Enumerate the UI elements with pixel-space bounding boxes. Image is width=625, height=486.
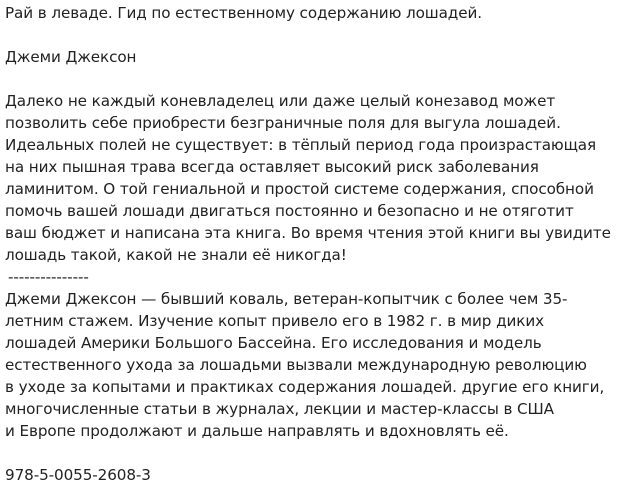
bio-line: лошадей Америки Большого Бассейна. Его исследования и модель [5, 334, 542, 352]
author-bio [5, 288, 621, 442]
book-description [5, 90, 621, 266]
book-author: Джеми Джексон [5, 48, 137, 66]
description-line: лошадь такой, какой не знали её никогда! [5, 246, 347, 264]
isbn: 978-5-0055-2608-3 [5, 466, 151, 484]
bio-line: Джеми Джексон — бывший коваль, ветеран-копытчик с более чем 35- [5, 290, 568, 308]
description-line: на них пышная трава всегда оставляет высокий риск заболевания [5, 158, 539, 176]
description-line: позволить себе приобрести безграничные поля для выгула лошадей. [5, 114, 561, 132]
bio-line: и Европе продолжают и дальше направлять и вдохновлять её. [5, 422, 509, 440]
separator-line: --------------- [8, 268, 89, 286]
spacer [5, 24, 621, 46]
description-line: помочь вашей лошади двигаться постоянно и безопасно и не отяготит [5, 202, 574, 220]
bio-line: летним стажем. Изучение копыт привело его в 1982 г. в мир диких [5, 312, 544, 330]
description-line: ваш бюджет и написана эта книга. Во время чтения этой книги вы увидите [5, 224, 611, 242]
bio-line: в уходе за копытами и практиках содержания лошадей. другие его книги, [5, 378, 605, 396]
document-body [5, 2, 621, 486]
bio-line: многочисленные статьи в журналах, лекции и мастер-классы в США [5, 400, 554, 418]
description-line: ламинитом. О той гениальной и простой системе содержания, способной [5, 180, 594, 198]
spacer [5, 68, 621, 90]
description-line: Далеко не каждый коневладелец или даже целый конезавод может [5, 92, 556, 110]
bio-line: естественного ухода за лошадьми вызвали международную революцию [5, 356, 587, 374]
spacer [5, 442, 621, 464]
book-title: Рай в леваде. Гид по естественному содержанию лошадей. [5, 4, 482, 22]
description-line: Идеальных полей не существует: в тёплый период года произрастающая [5, 136, 597, 154]
